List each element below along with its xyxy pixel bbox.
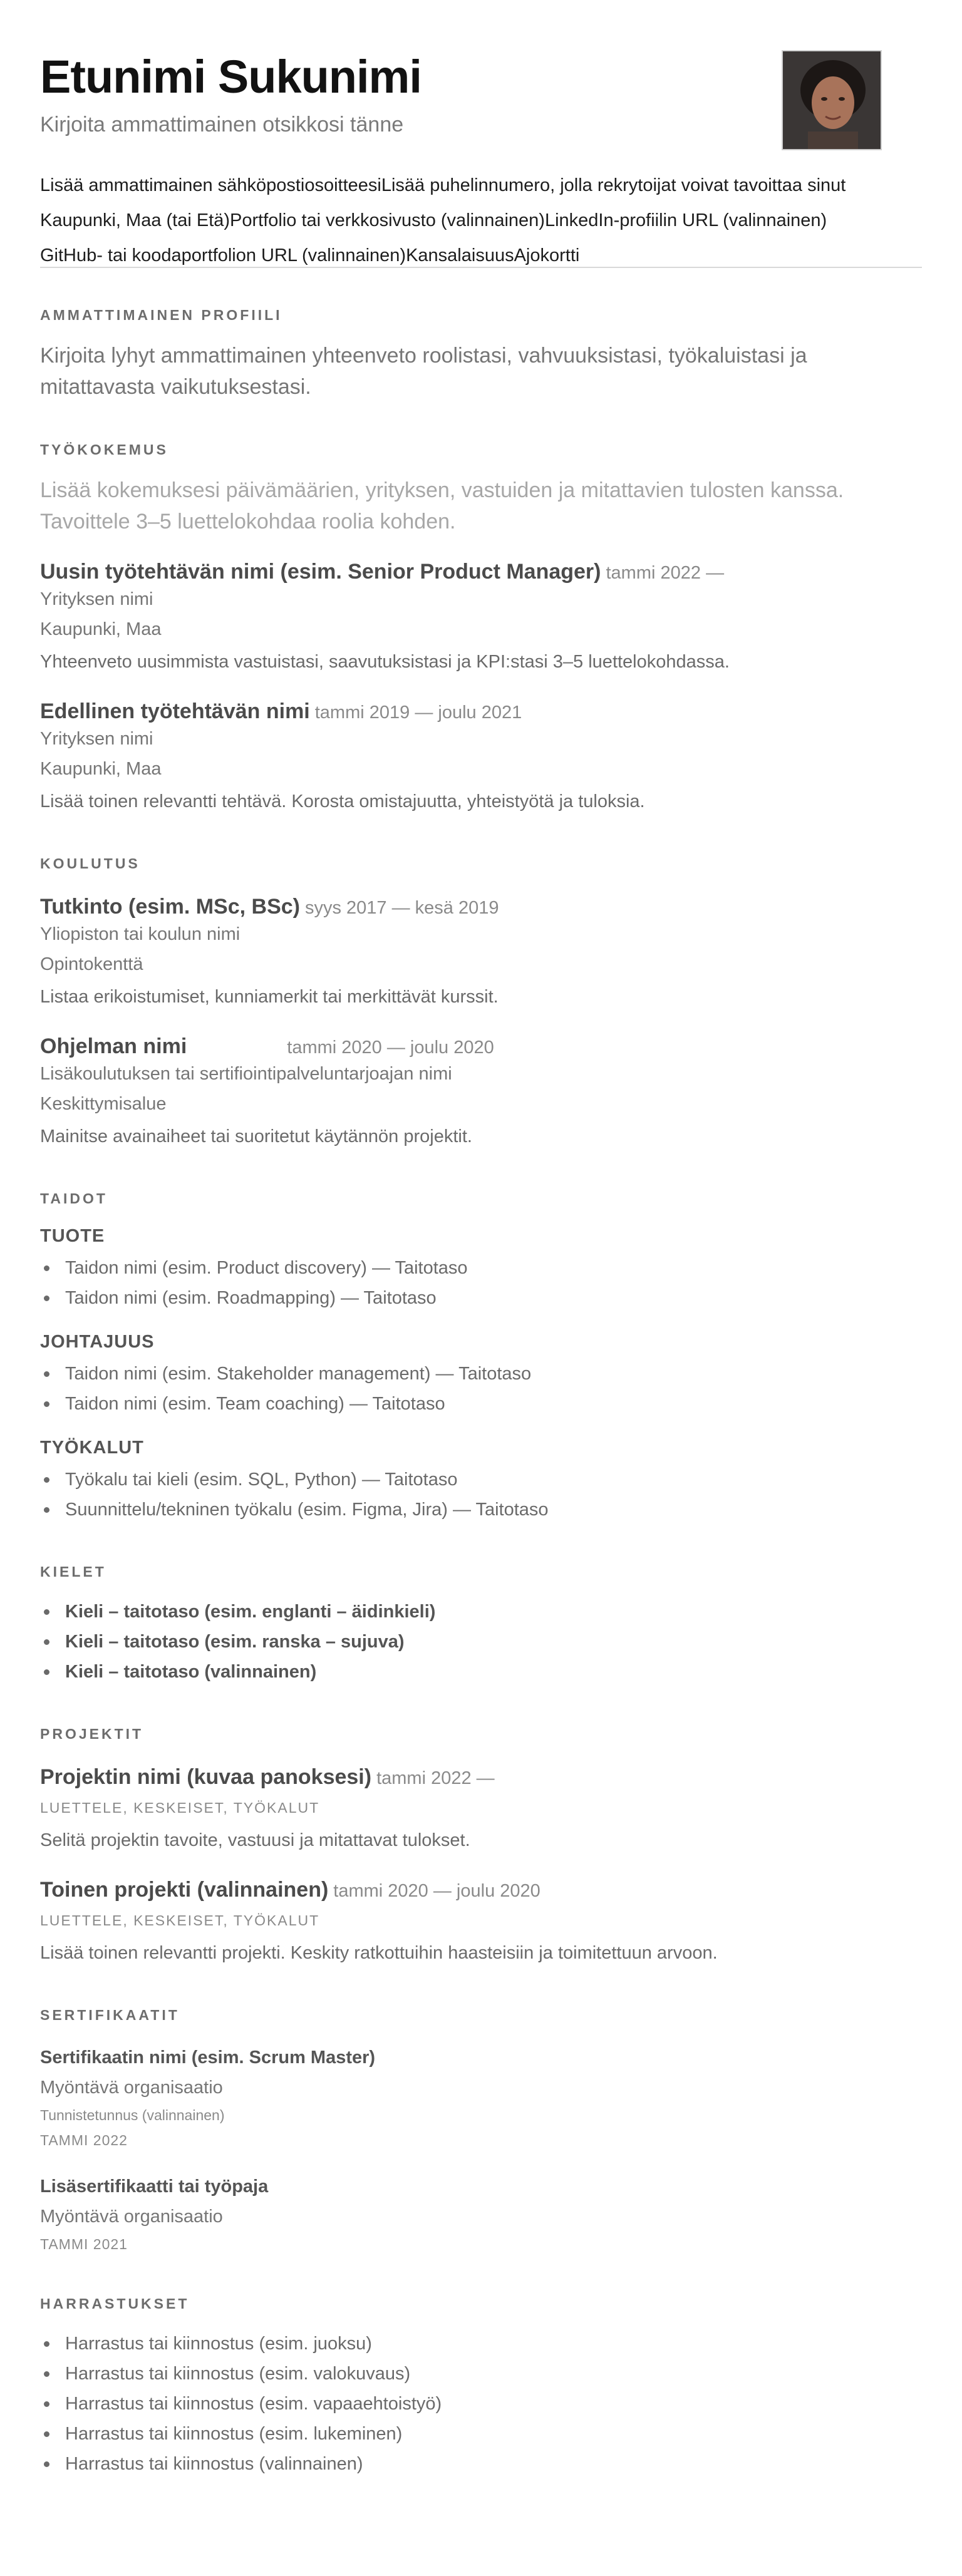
- hobby-item: Harrastus tai kiinnostus (valinnainen): [40, 2449, 922, 2479]
- section-title: HARRASTUKSET: [40, 2295, 190, 2312]
- project-tags: LUETTELE, KESKEISET, TYÖKALUT: [40, 1912, 320, 1929]
- certification-item: [40, 2043, 922, 2153]
- hobby-item: Harrastus tai kiinnostus (esim. juoksu): [40, 2329, 922, 2359]
- skill-group-title: JOHTAJUUS: [40, 1332, 155, 1352]
- profile-photo: [782, 50, 882, 150]
- skill-group-title: TYÖKALUT: [40, 1438, 144, 1458]
- project-title: Toinen projekti (valinnainen): [40, 1878, 329, 1902]
- section-title: TAIDOT: [40, 1190, 108, 1207]
- certification-title: Sertifikaatin nimi (esim. Scrum Master): [40, 2048, 376, 2068]
- resume-header: [40, 0, 922, 157]
- certification-date: TAMMI 2022: [40, 2132, 128, 2148]
- skill-item: Työkalu tai kieli (esim. SQL, Python) — Taitotaso: [40, 1465, 922, 1495]
- experience-hint: Lisää kokemuksesi päivämäärien, yrityksen, vastuiden ja mitattavien tulosten kanssa. Tavoittele 3–5 luettelokohdaa roolia kohden.: [40, 478, 844, 533]
- skill-group: [40, 1332, 922, 1419]
- school-name: Yliopiston tai koulun nimi: [40, 924, 240, 944]
- education-description: Mainitse avainaiheet tai suoritetut käytännön projektit.: [40, 1126, 472, 1146]
- skill-item: Taidon nimi (esim. Product discovery) — Taitotaso: [40, 1253, 922, 1283]
- job-dates: tammi 2019 — joulu 2021: [314, 703, 522, 723]
- job-description: Lisää toinen relevantti tehtävä. Korosta omistajuutta, yhteistyötä ja tuloksia.: [40, 791, 645, 811]
- section-title: KIELET: [40, 1564, 106, 1580]
- hobby-item: Harrastus tai kiinnostus (esim. valokuvaus): [40, 2359, 922, 2389]
- language-item: Kieli – taitotaso (valinnainen): [40, 1657, 922, 1687]
- github-field: GitHub- tai koodaportfolion URL (valinnainen): [40, 245, 406, 265]
- skill-item: Taidon nimi (esim. Roadmapping) — Taitotaso: [40, 1283, 922, 1313]
- profile-photo-image: [783, 51, 882, 150]
- certifications-section: [40, 2007, 922, 2257]
- field-of-study: Opintokenttä: [40, 954, 143, 974]
- contact-row: [40, 168, 922, 203]
- project-item: [40, 1765, 922, 1855]
- project-description: Selitä projektin tavoite, vastuusi ja mitattavat tulokset.: [40, 1830, 470, 1850]
- certification-issuer: Myöntävä organisaatio: [40, 2078, 223, 2098]
- certification-date: TAMMI 2021: [40, 2236, 128, 2252]
- certification-issuer: Myöntävä organisaatio: [40, 2207, 223, 2227]
- experience-item: [40, 560, 922, 677]
- projects-section: [40, 1726, 922, 1968]
- language-item: Kieli – taitotaso (esim. englanti – äidinkieli): [40, 1597, 922, 1627]
- skills-section: [40, 1190, 922, 1525]
- education-item: [40, 895, 922, 1012]
- job-location: Kaupunki, Maa: [40, 619, 162, 639]
- provider-name: Lisäkoulutuksen tai sertifiointipalveluntarjoajan nimi: [40, 1064, 452, 1084]
- project-dates: tammi 2022 —: [376, 1768, 495, 1788]
- education-description: Listaa erikoistumiset, kunniamerkit tai merkittävät kurssit.: [40, 987, 499, 1007]
- skill-group: [40, 1438, 922, 1525]
- location-field: Kaupunki, Maa (tai Etä): [40, 210, 230, 230]
- experience-section: [40, 441, 922, 817]
- skill-item: Suunnittelu/tekninen työkalu (esim. Figma, Jira) — Taitotaso: [40, 1495, 922, 1525]
- job-title: Uusin työtehtävän nimi (esim. Senior Product Manager): [40, 560, 601, 584]
- linkedin-field: LinkedIn-profiilin URL (valinnainen): [544, 210, 827, 230]
- professional-headline: Kirjoita ammattimainen otsikkosi tänne: [40, 113, 404, 137]
- section-title: PROJEKTIT: [40, 1726, 144, 1742]
- education-item: [40, 1034, 922, 1151]
- profile-summary: Kirjoita lyhyt ammattimainen yhteenveto roolistasi, vahvuuksistasi, työkaluistasi ja mitattavasta vaikutuksestasi.: [40, 344, 807, 399]
- email-field: Lisää ammattimainen sähköpostiosoitteesi: [40, 175, 381, 195]
- project-item: [40, 1878, 922, 1968]
- job-dates: tammi 2022 —: [606, 563, 725, 583]
- hobby-item: Harrastus tai kiinnostus (esim. lukeminen): [40, 2419, 922, 2449]
- phone-field: Lisää puhelinnumero, jolla rekrytoijat voivat tavoittaa sinut: [381, 175, 846, 195]
- education-dates: tammi 2020 — joulu 2020: [287, 1038, 494, 1058]
- full-name: Etunimi Sukunimi: [40, 51, 422, 103]
- section-title: TYÖKOKEMUS: [40, 441, 168, 458]
- project-description: Lisää toinen relevantti projekti. Keskity ratkottuihin haasteisiin ja toimitettuun arvoon.: [40, 1943, 718, 1963]
- project-tags: LUETTELE, KESKEISET, TYÖKALUT: [40, 1800, 320, 1816]
- languages-section: [40, 1564, 922, 1687]
- degree-title: Tutkinto (esim. MSc, BSc): [40, 895, 300, 919]
- hobbies-section: [40, 2295, 922, 2479]
- focus-area: Keskittymisalue: [40, 1094, 167, 1114]
- company-name: Yrityksen nimi: [40, 729, 153, 749]
- experience-item: [40, 699, 922, 817]
- section-title: SERTIFIKAATIT: [40, 2007, 180, 2023]
- portfolio-field: Portfolio tai verkkosivusto (valinnainen): [230, 210, 545, 230]
- program-title: Ohjelman nimi: [40, 1034, 187, 1058]
- language-item: Kieli – taitotaso (esim. ranska – sujuva): [40, 1627, 922, 1657]
- project-dates: tammi 2020 — joulu 2020: [333, 1881, 540, 1901]
- contact-row: [40, 203, 922, 238]
- job-description: Yhteenveto uusimmista vastuistasi, saavutuksistasi ja KPI:stasi 3–5 luettelokohdassa.: [40, 652, 730, 672]
- citizenship-field: Kansalaisuus: [406, 245, 514, 265]
- drivers-license-field: Ajokortti: [514, 245, 580, 265]
- job-title: Edellinen työtehtävän nimi: [40, 699, 310, 723]
- job-location: Kaupunki, Maa: [40, 759, 162, 779]
- section-title: KOULUTUS: [40, 855, 140, 872]
- hobby-item: Harrastus tai kiinnostus (esim. vapaaehtoistyö): [40, 2389, 922, 2419]
- skill-item: Taidon nimi (esim. Stakeholder management) — Taitotaso: [40, 1359, 922, 1389]
- section-title: AMMATTIMAINEN PROFIILI: [40, 307, 282, 323]
- education-dates: syys 2017 — kesä 2019: [304, 898, 499, 918]
- skill-group-title: TUOTE: [40, 1226, 105, 1246]
- project-title: Projektin nimi (kuvaa panoksesi): [40, 1765, 372, 1789]
- certification-item: [40, 2172, 922, 2257]
- profile-section: [40, 307, 922, 403]
- education-section: [40, 855, 922, 1151]
- company-name: Yrityksen nimi: [40, 589, 153, 609]
- skill-group: [40, 1226, 922, 1313]
- certification-title: Lisäsertifikaatti tai työpaja: [40, 2177, 269, 2197]
- skill-item: Taidon nimi (esim. Team coaching) — Taitotaso: [40, 1389, 922, 1419]
- certification-id: Tunnistetunnus (valinnainen): [40, 2107, 225, 2123]
- contact-info: [40, 168, 922, 268]
